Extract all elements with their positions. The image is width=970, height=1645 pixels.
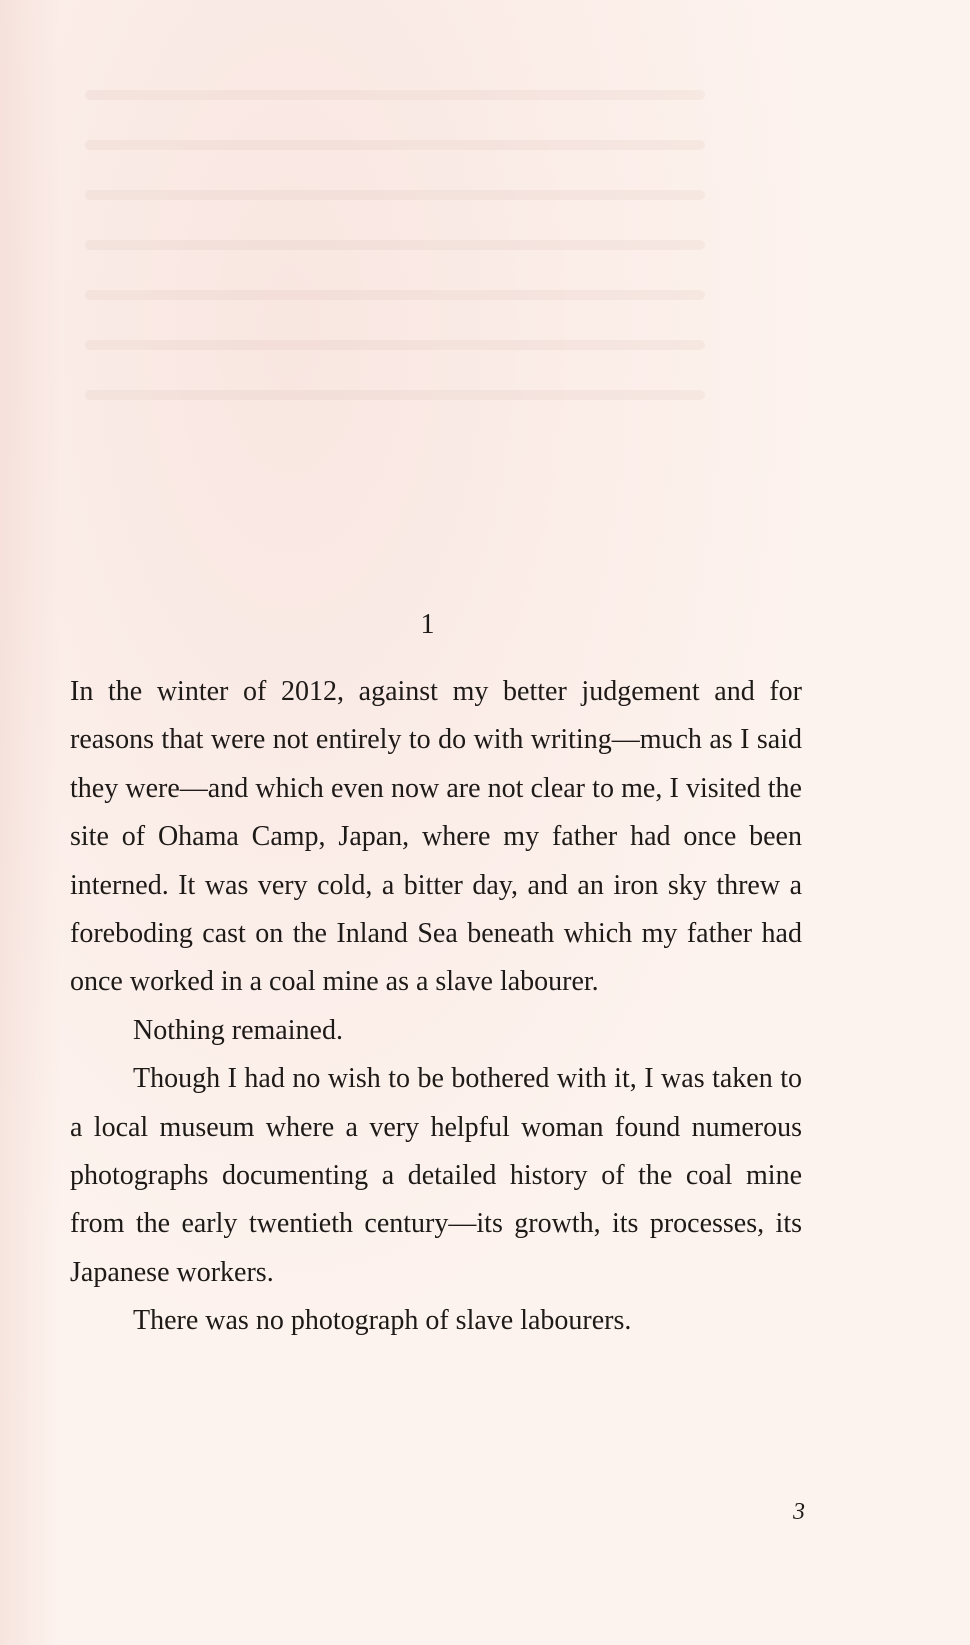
page-number: 3	[793, 1499, 805, 1525]
body-text	[70, 668, 802, 1346]
paragraph: Nothing remained.	[133, 1014, 343, 1046]
paragraph: In the winter of 2012, against my better judgement and for reasons that were not entirely to do with writing—much as I said they were—and which even now are not clear to me, I visited the site of Ohama Camp, Japan, where my father had once been interned. It was very cold, a bitter day, and an iron sky threw a foreboding cast on the Inland Sea beneath which my father had once worked in a coal mine as a slave labourer.	[70, 676, 802, 998]
paragraph: There was no photograph of slave labourers.	[133, 1305, 632, 1337]
chapter-number: 1	[420, 609, 435, 640]
reverse-side-bleed-through	[85, 90, 705, 420]
paragraph: Though I had no wish to be bothered with it, I was taken to a local museum where a very helpful woman found numerous photographs documenting a detailed history of the coal mine from the early twentieth century—its growth, its processes, its Japanese workers.	[70, 1063, 802, 1288]
